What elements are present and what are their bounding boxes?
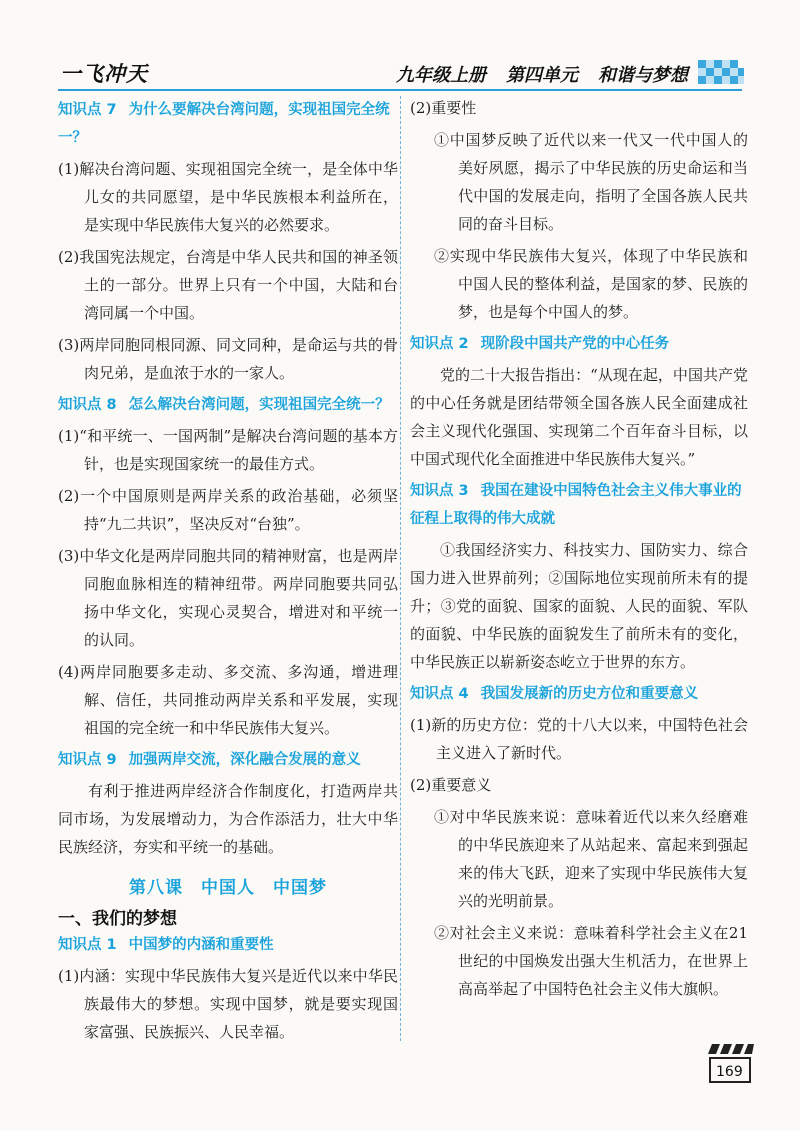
kp7-item-3: (3)两岸同胞同根同源、同文同种，是命运与共的骨肉兄弟，是血浓于水的一家人。: [58, 336, 398, 382]
header-grade: 九年级上册: [396, 65, 486, 86]
kp8-item-4: (4)两岸同胞要多走动、多交流、多沟通，增进理解、信任，共同推动两岸关系和平发展，实现祖国的完全统一和中华民族伟大复兴。: [58, 663, 398, 737]
kp4-sub-1: ①对中华民族来说：意味着近代以来久经磨难的中华民族迎来了从站起来、富起来到强起来的伟大飞跃，迎来了实现中华民族伟大复兴的光明前景。: [434, 808, 748, 910]
header-unit: 第四单元: [506, 65, 578, 86]
header-theme: 和谐与梦想: [598, 65, 688, 86]
knowledge-point-1-heading: 知识点 1 中国梦的内涵和重要性: [58, 937, 274, 953]
knowledge-point-8-heading: 知识点 8 怎么解决台湾问题，实现祖国完全统一？: [58, 397, 390, 413]
knowledge-point-4-heading: 知识点 4 我国发展新的历史方位和重要意义: [410, 686, 699, 702]
importance-heading: (2)重要性: [410, 99, 477, 117]
header-title: [396, 61, 688, 87]
kp4-sub-2: ②对社会主义来说：意味着科学社会主义在21世纪的中国焕发出强大生机活力，在世界上高高举起了中国特色社会主义伟大旗帜。: [434, 924, 748, 998]
kp4-item-2-heading: (2)重要意义: [410, 776, 492, 794]
importance-item-1: ①中国梦反映了近代以来一代又一代中国人的美好夙愿，揭示了中华民族的历史命运和当代中国的发展走向，指明了全国各族人民共同的奋斗目标。: [434, 131, 748, 233]
kp3-paragraph: ①我国经济实力、科技实力、国防实力、综合国力进入世界前列；②国际地位实现前所未有的提升；③党的面貌、国家的面貌、人民的面貌、军队的面貌、中华民族的面貌发生了前所未有的变化，中华民族正以崭新姿态屹立于世界的东方。: [410, 541, 748, 671]
page-number: 169: [716, 1064, 743, 1080]
knowledge-point-9-heading: 知识点 9 加强两岸交流，深化融合发展的意义: [58, 752, 361, 768]
importance-item-2: ②实现中华民族伟大复兴，体现了中华民族和中国人民的整体利益，是国家的梦、民族的梦，也是每个中国人的梦。: [434, 247, 748, 321]
kp8-item-1: (1)“和平统一、一国两制”是解决台湾问题的基本方针，也是实现国家统一的最佳方式。: [58, 427, 398, 473]
header-rule: [58, 89, 742, 91]
kp4-item-1: (1)新的历史方位：党的十八大以来，中国特色社会主义进入了新时代。: [410, 716, 748, 762]
kp7-item-1: (1)解决台湾问题、实现祖国完全统一，是全体中华儿女的共同愿望，是中华民族根本利益所在，是实现中华民族伟大复兴的必然要求。: [58, 160, 398, 234]
section-title: 一、我们的梦想: [58, 909, 177, 929]
knowledge-point-7-heading: 知识点 7 为什么要解决台湾问题，实现祖国完全统一？: [58, 102, 390, 146]
kp9-paragraph: 有利于推进两岸经济合作制度化，打造两岸共同市场，为发展增动力，为合作添活力，壮大中华民族经济，夯实和平统一的基础。: [58, 782, 398, 856]
left-column: [58, 94, 398, 1050]
right-column: [410, 94, 748, 1007]
kp8-item-3: (3)中华文化是两岸同胞共同的精神财富，也是两岸同胞血脉相连的精神纽带。两岸同胞要共同弘扬中华文化，实现心灵契合，增进对和平统一的认同。: [58, 547, 398, 649]
knowledge-point-2-heading: 知识点 2 现阶段中国共产党的中心任务: [410, 336, 670, 352]
page-header: [58, 52, 742, 88]
kp1-item-1: (1)内涵：实现中华民族伟大复兴是近代以来中华民族最伟大的梦想。实现中国梦，就是要实现国家富强、民族振兴、人民幸福。: [58, 967, 398, 1041]
lesson-title: 第八课 中国人 中国梦: [129, 878, 327, 898]
column-divider: [400, 96, 401, 1041]
kp7-item-2: (2)我国宪法规定，台湾是中华人民共和国的神圣领土的一部分。世界上只有一个中国，大陆和台湾同属一个中国。: [58, 248, 398, 322]
checker-decoration-icon: [698, 54, 744, 90]
brand-logo: 一飞冲天: [60, 62, 148, 86]
knowledge-point-3-heading: 知识点 3 我国在建设中国特色社会主义伟大事业的征程上取得的伟大成就: [410, 483, 742, 527]
kp2-paragraph: 党的二十大报告指出：“从现在起，中国共产党的中心任务就是团结带领全国各族人民全面建成社会主义现代化强国、实现第二个百年奋斗目标，以中国式现代化全面推进中华民族伟大复兴。”: [410, 366, 748, 468]
kp8-item-2: (2)一个中国原则是两岸关系的政治基础，必须坚持“九二共识”，坚决反对“台独”。: [58, 487, 398, 533]
